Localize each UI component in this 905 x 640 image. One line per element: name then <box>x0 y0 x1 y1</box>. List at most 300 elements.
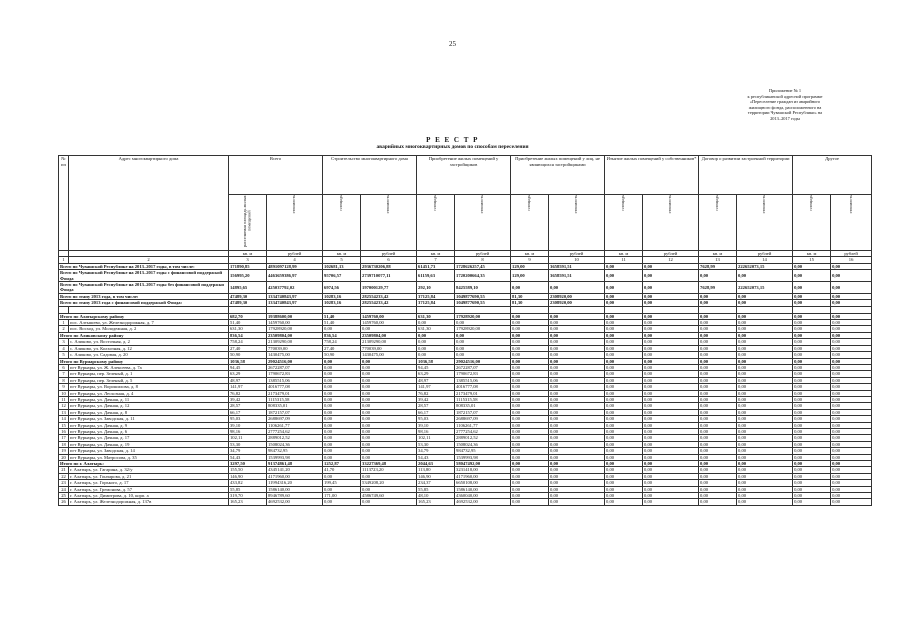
summary-value: 8425589,10 <box>455 282 511 294</box>
row-value: 3231418,00 <box>455 467 511 473</box>
row-value: 0,00 <box>793 480 831 486</box>
spacer-cell <box>549 306 605 313</box>
appendix-line: к республиканской адресной программе <box>747 93 823 99</box>
subtotal-value: 23509804,00 <box>361 332 417 338</box>
row-value: 0,00 <box>831 422 872 428</box>
row-number: 20 <box>59 454 69 460</box>
row-value: 0,00 <box>699 377 737 383</box>
row-value: 0,00 <box>793 422 831 428</box>
row-value: 0,00 <box>699 396 737 402</box>
row-value: 631,30 <box>417 326 455 332</box>
column-number: 1 <box>59 257 69 263</box>
spacer-cell <box>229 306 267 313</box>
row-number: 15 <box>59 422 69 428</box>
subtotal-value: 19388600,00 <box>267 313 323 319</box>
row-value: 0,00 <box>699 428 737 434</box>
row-value: 0,00 <box>549 499 605 505</box>
row-value: 0,00 <box>737 428 793 434</box>
row-value: 1430475,00 <box>361 352 417 358</box>
row-value: 0,00 <box>511 377 549 383</box>
row-value: 2777254,62 <box>455 428 511 434</box>
row-value: 0,00 <box>793 467 831 473</box>
row-value: 0,00 <box>511 396 549 402</box>
spacer-row <box>59 306 872 313</box>
row-value: 0,00 <box>793 441 831 447</box>
subtotal-label: Итого по Аликовскому району <box>59 332 229 338</box>
row-value: 0,00 <box>605 345 643 351</box>
house-address: г. Алатырь, ул. Железнодорожная, д. 137в <box>69 499 229 505</box>
row-value: 0,00 <box>831 486 872 492</box>
header-group-seizure: Изъятие жилых помещений у собственников* <box>605 156 699 195</box>
appendix-line: Приложение № 1 <box>768 88 802 93</box>
summary-value: 0,00 <box>793 270 831 282</box>
row-value: 0,00 <box>831 396 872 402</box>
summary-value: 0,00 <box>643 293 699 299</box>
row-value: 76,82 <box>417 390 455 396</box>
row-value: 1459760,00 <box>267 320 323 326</box>
row-value: 34,79 <box>229 448 267 454</box>
row-value: 4171960,00 <box>455 473 511 479</box>
row-value: 0,00 <box>737 416 793 422</box>
row-value: 0,00 <box>361 441 417 447</box>
row-value: 0,00 <box>549 480 605 486</box>
subtotal-value: 17928920,00 <box>455 313 511 319</box>
row-value: 0,00 <box>605 480 643 486</box>
row-value: 27,40 <box>323 345 361 351</box>
summary-value: 222652073,15 <box>737 282 793 294</box>
row-value: 0,00 <box>417 352 455 358</box>
row-value: 53,30 <box>417 441 455 447</box>
spacer-cell <box>831 306 872 313</box>
row-value: 0,00 <box>643 441 699 447</box>
house-address: с. Аликово, ул. Восточная, д. 2 <box>69 339 229 345</box>
row-value: 48,97 <box>229 377 267 383</box>
row-number: 19 <box>59 448 69 454</box>
row-value: 0,00 <box>793 326 831 332</box>
row-value: 0,00 <box>511 499 549 505</box>
row-number: 8 <box>59 377 69 383</box>
row-value: 1539993,98 <box>267 454 323 460</box>
subtotal-value: 0,00 <box>699 461 737 467</box>
row-value: 0,00 <box>831 473 872 479</box>
row-value: 0,00 <box>549 377 605 383</box>
row-value: 0,00 <box>643 435 699 441</box>
summary-value: 6974,56 <box>323 282 361 294</box>
row-value: 0,00 <box>699 435 737 441</box>
subtotal-value: 0,00 <box>549 332 605 338</box>
subtotal-value: 0,00 <box>831 358 872 364</box>
house-address: с. Аликово, ул. Садовая, д. 20 <box>69 352 229 358</box>
row-value: 1539993,98 <box>455 454 511 460</box>
unit-cost: рублей <box>643 251 699 257</box>
row-value: 1872157,07 <box>455 409 511 415</box>
row-value: 0,00 <box>793 396 831 402</box>
row-value: 0,00 <box>831 403 872 409</box>
subheader-area: площадь <box>699 195 737 251</box>
row-value: 1113723,20 <box>361 467 417 473</box>
row-value: 0,00 <box>549 320 605 326</box>
subtotal-value: 0,00 <box>323 358 361 364</box>
summary-value: 1334740843,97 <box>267 293 323 299</box>
subheader-cost: стоимость <box>643 195 699 251</box>
column-number: 2 <box>69 257 229 263</box>
row-value: 1385515,06 <box>267 377 323 383</box>
registry-body <box>59 263 872 505</box>
summary-value: 10283,16 <box>323 293 361 299</box>
row-value: 55,85 <box>229 486 267 492</box>
row-value: 51,40 <box>323 320 361 326</box>
row-value: 0,00 <box>605 493 643 499</box>
row-value: 54,43 <box>229 454 267 460</box>
row-value: 0,00 <box>699 409 737 415</box>
summary-value: 0,00 <box>549 282 605 294</box>
row-value: 11994316,20 <box>267 480 323 486</box>
row-value: 984732,95 <box>267 448 323 454</box>
row-value: 0,00 <box>605 499 643 505</box>
subtotal-value: 0,00 <box>737 358 793 364</box>
row-value: 0,00 <box>361 454 417 460</box>
row-value: 0,00 <box>643 448 699 454</box>
summary-value: 292,10 <box>417 282 455 294</box>
subtotal-value: 0,00 <box>831 461 872 467</box>
row-value: 0,00 <box>793 448 831 454</box>
row-value: 1106261,77 <box>267 422 323 428</box>
summary-value: 0,00 <box>699 293 737 299</box>
row-value: 0,00 <box>605 416 643 422</box>
row-value: 0,00 <box>793 493 831 499</box>
row-value: 0,00 <box>549 409 605 415</box>
summary-value: 0,00 <box>605 270 643 282</box>
row-value: 0,00 <box>699 499 737 505</box>
row-value: 0,00 <box>323 454 361 460</box>
row-value: 141,97 <box>229 384 267 390</box>
row-value: 0,00 <box>793 486 831 492</box>
row-number: 17 <box>59 435 69 441</box>
row-value: 199,45 <box>323 480 361 486</box>
row-value: 2173479,01 <box>455 390 511 396</box>
row-value: 0,00 <box>793 435 831 441</box>
summary-value: 102681,13 <box>323 263 361 269</box>
spacer-cell <box>323 306 361 313</box>
row-value: 0,00 <box>793 371 831 377</box>
row-value: 0,00 <box>511 473 549 479</box>
row-value: 0,00 <box>793 390 831 396</box>
subtotal-value: 1252,87 <box>323 461 361 467</box>
subtotal-value: 2044,63 <box>417 461 455 467</box>
row-value: 0,00 <box>699 454 737 460</box>
summary-value: 81,30 <box>511 293 549 299</box>
row-value: 0,00 <box>831 339 872 345</box>
subheader-area: площадь <box>793 195 831 251</box>
row-value: 0,00 <box>605 390 643 396</box>
row-value: 63,29 <box>229 371 267 377</box>
row-value: 6650108,00 <box>455 480 511 486</box>
summary-value: 95706,57 <box>323 270 361 282</box>
subheader-cost: стоимость <box>267 195 323 251</box>
row-value: 0,00 <box>511 480 549 486</box>
summary-value: 47489,30 <box>229 293 267 299</box>
summary-value: 47489,30 <box>229 300 267 306</box>
document-subtitle: аварийных многоквартирных домов по способам переселения <box>376 144 529 150</box>
summary-value: 0,00 <box>793 263 831 269</box>
row-value: 758,24 <box>323 339 361 345</box>
row-value: 433,82 <box>229 480 267 486</box>
header-group-total: Всего <box>229 156 323 195</box>
row-value: 0,00 <box>455 339 511 345</box>
spacer-cell <box>511 306 549 313</box>
summary-value: 2936730206,88 <box>361 263 417 269</box>
row-value: 28,57 <box>417 403 455 409</box>
summary-value: 0,00 <box>831 270 872 282</box>
house-address: пгт Вурнары, ул. Дачная, д. 8 <box>69 409 229 415</box>
row-value: 0,00 <box>323 428 361 434</box>
summary-label: Всего по Чувашской Республике на 2013–2017 годы без финансовой поддержки Фонда <box>59 282 229 294</box>
row-value: 1790672,83 <box>455 371 511 377</box>
subtotal-value: 23509804,00 <box>267 332 323 338</box>
unit-cost: рублей <box>455 251 511 257</box>
row-number: 25 <box>59 493 69 499</box>
header-address: Адрес многоквартирного дома <box>69 156 229 251</box>
summary-value: 222652073,15 <box>737 263 793 269</box>
row-value: 0,00 <box>643 377 699 383</box>
row-value: 0,00 <box>643 390 699 396</box>
row-value: 0,00 <box>793 409 831 415</box>
row-value: 0,00 <box>549 473 605 479</box>
subtotal-value: 0,00 <box>793 358 831 364</box>
row-value: 0,00 <box>511 409 549 415</box>
row-value: 0,00 <box>831 467 872 473</box>
row-value: 0,00 <box>643 384 699 390</box>
row-value: 0,00 <box>699 493 737 499</box>
row-value: 0,00 <box>417 320 455 326</box>
header-num: № пп <box>59 156 69 251</box>
row-value: 0,00 <box>699 422 737 428</box>
row-value: 0,00 <box>455 320 511 326</box>
row-value: 39,10 <box>417 422 455 428</box>
row-value: 0,00 <box>831 416 872 422</box>
row-value: 0,00 <box>361 377 417 383</box>
row-value: 0,00 <box>831 345 872 351</box>
row-value: 0,00 <box>831 493 872 499</box>
house-address: пгт Вурнары, ул. Дачная, д. 6 <box>69 428 229 434</box>
row-value: 0,00 <box>549 384 605 390</box>
subheader-area: площадь <box>417 195 455 251</box>
row-value: 0,00 <box>831 480 872 486</box>
row-value: 0,00 <box>511 428 549 434</box>
house-address: пгт Вурнары, ул. Ворошилова, д. 8 <box>69 384 229 390</box>
row-value: 0,00 <box>605 396 643 402</box>
row-number: 14 <box>59 416 69 422</box>
summary-value: 0,00 <box>737 293 793 299</box>
row-number: 5 <box>59 352 69 358</box>
column-number: 4 <box>267 257 323 263</box>
row-value: 50,90 <box>229 352 267 358</box>
table-row <box>59 499 872 505</box>
row-value: 2777254,62 <box>267 428 323 434</box>
row-value: 0,00 <box>737 320 793 326</box>
row-number: 11 <box>59 396 69 402</box>
row-value: 0,00 <box>699 473 737 479</box>
registry-table <box>58 155 872 506</box>
row-value: 0,00 <box>737 499 793 505</box>
row-value: 66,17 <box>417 409 455 415</box>
row-value: 4016777,08 <box>455 384 511 390</box>
row-value: 0,00 <box>549 352 605 358</box>
summary-value: 4463659386,97 <box>267 270 323 282</box>
unit-area: кв. м <box>699 251 737 257</box>
row-value: 0,00 <box>323 486 361 492</box>
row-value: 0,00 <box>549 428 605 434</box>
row-value: 0,00 <box>699 345 737 351</box>
summary-value: 156995,20 <box>229 270 267 282</box>
row-value: 0,00 <box>699 467 737 473</box>
row-value: 98,16 <box>417 428 455 434</box>
subheader-area: площадь <box>605 195 643 251</box>
subheader-cost: стоимость <box>549 195 605 251</box>
row-value: 4016777,08 <box>267 384 323 390</box>
row-value: 1586140,00 <box>455 486 511 492</box>
spacer-cell <box>793 306 831 313</box>
summary-row <box>59 282 872 294</box>
row-value: 0,00 <box>549 448 605 454</box>
summary-label: Всего по этапу 2013 года с финансовой поддержкой Фонда: <box>59 300 229 306</box>
subtotal-value: 0,00 <box>605 332 643 338</box>
summary-row <box>59 270 872 282</box>
row-value: 1115315,58 <box>455 396 511 402</box>
row-value: 0,00 <box>605 326 643 332</box>
house-address: пгт Вурнары, ул. Дачная, д. 12 <box>69 403 229 409</box>
row-value: 4692532,00 <box>267 499 323 505</box>
row-value: 0,00 <box>361 364 417 370</box>
house-address: пос. Восход, ул. Молодежная, д. 2 <box>69 326 229 332</box>
house-address: пгт Вурнары, ул. Дачная, д. 9 <box>69 422 229 428</box>
row-value: 319,70 <box>229 493 267 499</box>
subtotal-value: 0,00 <box>511 313 549 319</box>
spacer-cell <box>699 306 737 313</box>
subheader-cost: стоимость <box>455 195 511 251</box>
row-value: 0,00 <box>737 364 793 370</box>
row-value: 0,00 <box>699 352 737 358</box>
row-value: 0,00 <box>323 390 361 396</box>
row-value: 0,00 <box>361 486 417 492</box>
subheader-cost: стоимость <box>361 195 417 251</box>
row-value: 0,00 <box>831 435 872 441</box>
summary-value: 37125,84 <box>417 300 455 306</box>
row-value: 0,00 <box>605 467 643 473</box>
subtotal-value: 3297,50 <box>229 461 267 467</box>
row-value: 0,00 <box>737 409 793 415</box>
row-value: 76,82 <box>229 390 267 396</box>
house-address: пос. Алтышево, ул. Железнодорожная, д. 7 <box>69 320 229 326</box>
row-value: 0,00 <box>511 390 549 396</box>
appendix-line: 2013–2017 годы <box>770 115 800 121</box>
row-value: 141,97 <box>417 384 455 390</box>
row-value: 2688697,09 <box>267 416 323 422</box>
subtotal-value: 0,00 <box>511 332 549 338</box>
row-value: 0,00 <box>605 428 643 434</box>
row-value: 0,00 <box>699 371 737 377</box>
row-value: 0,00 <box>323 409 361 415</box>
row-value: 0,00 <box>605 454 643 460</box>
row-value: 21309290,00 <box>267 339 323 345</box>
row-value: 0,00 <box>737 384 793 390</box>
summary-value: 2308920,00 <box>549 300 605 306</box>
summary-value: 10283,16 <box>323 300 361 306</box>
unit-area: кв. м <box>229 251 267 257</box>
row-value: 0,00 <box>605 409 643 415</box>
row-value: 0,00 <box>737 339 793 345</box>
row-value: 0,00 <box>511 345 549 351</box>
row-value: 0,00 <box>605 441 643 447</box>
row-value: 0,00 <box>511 454 549 460</box>
appendix-line: «Переселение граждан из аварийного <box>749 99 821 105</box>
spacer-cell <box>605 306 643 313</box>
row-value: 0,00 <box>643 345 699 351</box>
row-value: 0,00 <box>605 352 643 358</box>
row-value: 0,00 <box>605 448 643 454</box>
summary-value: 0,00 <box>643 282 699 294</box>
house-address: пгт Вурнары, пер. Зеленый, д. 1 <box>69 371 229 377</box>
row-value: 0,00 <box>323 416 361 422</box>
subheader-area: площадь <box>323 195 361 251</box>
spacer-cell <box>69 306 229 313</box>
summary-value: 2739710077,11 <box>361 270 417 282</box>
subtotal-value: 51,40 <box>323 313 361 319</box>
row-value: 0,00 <box>323 377 361 383</box>
row-value: 0,00 <box>511 339 549 345</box>
row-value: 102,11 <box>229 435 267 441</box>
row-value: 0,00 <box>737 454 793 460</box>
row-value: 0,00 <box>361 448 417 454</box>
row-value: 1508024,36 <box>455 441 511 447</box>
house-address: пгт Вурнары, ул. Дачная, д. 11 <box>69 396 229 402</box>
summary-value: 14895,65 <box>229 282 267 294</box>
row-value: 0,00 <box>831 390 872 396</box>
row-value: 0,00 <box>361 409 417 415</box>
row-value: 0,00 <box>737 396 793 402</box>
subtotal-label: Итого по г. Алатырь: <box>59 461 229 467</box>
column-number: 12 <box>643 257 699 263</box>
row-value: 0,00 <box>323 326 361 332</box>
subtotal-value: 0,00 <box>549 461 605 467</box>
summary-value: 425037792,02 <box>267 282 323 294</box>
row-value: 0,00 <box>605 435 643 441</box>
row-value: 808335,01 <box>455 403 511 409</box>
row-value: 102,11 <box>417 435 455 441</box>
row-value: 0,00 <box>737 448 793 454</box>
row-value: 0,00 <box>549 416 605 422</box>
row-value: 0,00 <box>511 364 549 370</box>
summary-value: 0,00 <box>831 263 872 269</box>
row-value: 0,00 <box>605 403 643 409</box>
row-value: 0,00 <box>605 364 643 370</box>
subtotal-value: 29024516,00 <box>267 358 323 364</box>
row-value: 0,00 <box>643 473 699 479</box>
subtotal-value: 0,00 <box>643 461 699 467</box>
summary-value: 0,00 <box>831 293 872 299</box>
row-number: 21 <box>59 467 69 473</box>
row-value: 0,00 <box>699 480 737 486</box>
subtotal-value: 0,00 <box>643 332 699 338</box>
subtotal-value: 682,70 <box>229 313 267 319</box>
row-value: 0,00 <box>511 435 549 441</box>
row-value: 0,00 <box>643 486 699 492</box>
unit-cost: рублей <box>831 251 872 257</box>
summary-value: 0,00 <box>605 300 643 306</box>
house-address: г. Алатырь, ул. Гагарина, д. 32/у <box>69 467 229 473</box>
subtotal-value: 0,00 <box>549 358 605 364</box>
row-number: 26 <box>59 499 69 505</box>
